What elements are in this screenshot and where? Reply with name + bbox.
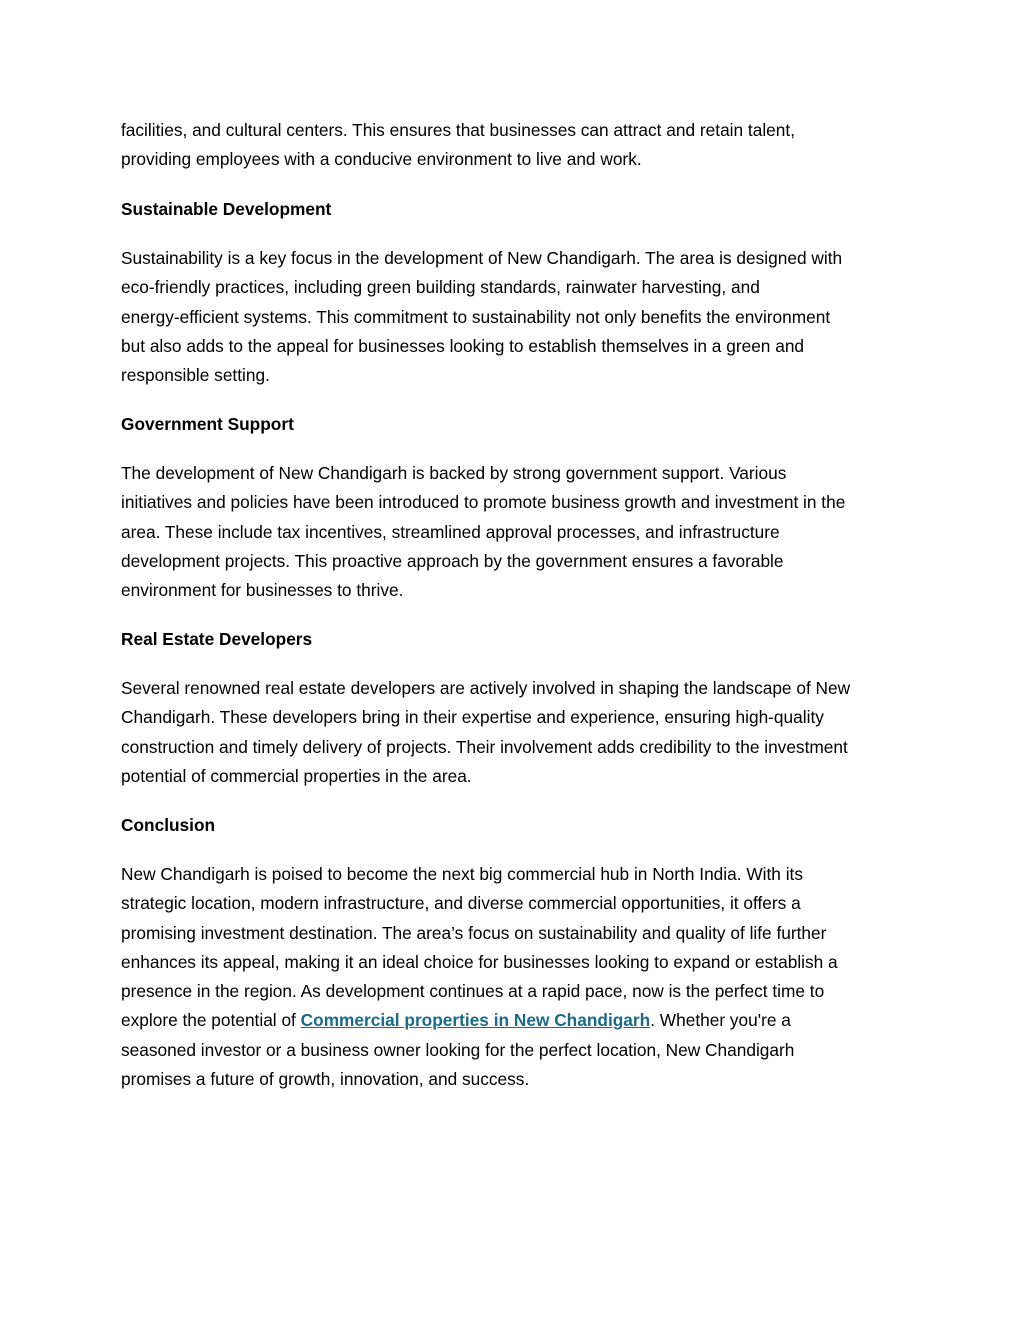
paragraph-line: promises a future of growth, innovation, and success. <box>121 1069 530 1090</box>
paragraph-line: responsible setting. <box>121 365 270 386</box>
paragraph-line: seasoned investor or a business owner looking for the perfect location, New Chandigarh <box>121 1039 795 1060</box>
link-suffix-text: . Whether you're a <box>650 1010 791 1031</box>
paragraph-line: Sustainability is a key focus in the development of New Chandigarh. The area is designed with <box>121 248 843 268</box>
paragraph-line: construction and timely delivery of projects. Their involvement adds credibility to the investment <box>121 736 848 757</box>
section-heading-real-estate-developers: Real Estate Developers <box>121 629 313 649</box>
paragraph-line: New Chandigarh is poised to become the next big commercial hub in North India. With its <box>121 864 803 884</box>
paragraph-line: but also adds to the appeal for businesses looking to establish themselves in a green and <box>121 335 805 356</box>
paragraph-line-with-link <box>121 1006 911 1035</box>
paragraph-line: Several renowned real estate developers are actively involved in shaping the landscape of New <box>121 678 851 698</box>
conclusion-paragraph <box>121 860 911 1094</box>
commercial-properties-link[interactable]: Commercial properties in New Chandigarh <box>300 1010 651 1031</box>
intro-paragraph <box>121 116 911 175</box>
paragraph-line: initiatives and policies have been introduced to promote business growth and investment in the <box>121 492 846 513</box>
section-heading-government-support: Government Support <box>121 414 294 434</box>
link-prefix-text: explore the potential of <box>121 1010 301 1031</box>
paragraph-line: energy-efficient systems. This commitment to sustainability not only benefits the environment <box>121 306 831 327</box>
real-estate-developers-paragraph <box>121 674 911 791</box>
paragraph-line: area. These include tax incentives, streamlined approval processes, and infrastructure <box>121 521 780 542</box>
paragraph-line: providing employees with a conducive environment to live and work. <box>121 149 642 170</box>
paragraph-line: environment for businesses to thrive. <box>121 580 404 601</box>
section-heading-conclusion: Conclusion <box>121 815 216 835</box>
paragraph-line: The development of New Chandigarh is backed by strong government support. Various <box>121 463 787 483</box>
paragraph-line: Chandigarh. These developers bring in their expertise and experience, ensuring high-quality <box>121 707 824 728</box>
section-heading-sustainable-development: Sustainable Development <box>121 199 332 219</box>
paragraph-line: eco-friendly practices, including green building standards, rainwater harvesting, and <box>121 277 760 298</box>
paragraph-line: presence in the region. As development continues at a rapid pace, now is the perfect time to <box>121 981 825 1002</box>
paragraph-line: facilities, and cultural centers. This ensures that businesses can attract and retain talent, <box>121 120 796 140</box>
paragraph-line: potential of commercial properties in the area. <box>121 765 472 786</box>
paragraph-line: enhances its appeal, making it an ideal choice for businesses looking to expand or establish a <box>121 951 838 972</box>
government-support-paragraph <box>121 459 911 605</box>
paragraph-line: promising investment destination. The area’s focus on sustainability and quality of life further <box>121 922 827 943</box>
paragraph-line: strategic location, modern infrastructure, and diverse commercial opportunities, it offers a <box>121 893 801 914</box>
sustainable-development-paragraph <box>121 244 911 390</box>
paragraph-line: development projects. This proactive approach by the government ensures a favorable <box>121 550 784 571</box>
